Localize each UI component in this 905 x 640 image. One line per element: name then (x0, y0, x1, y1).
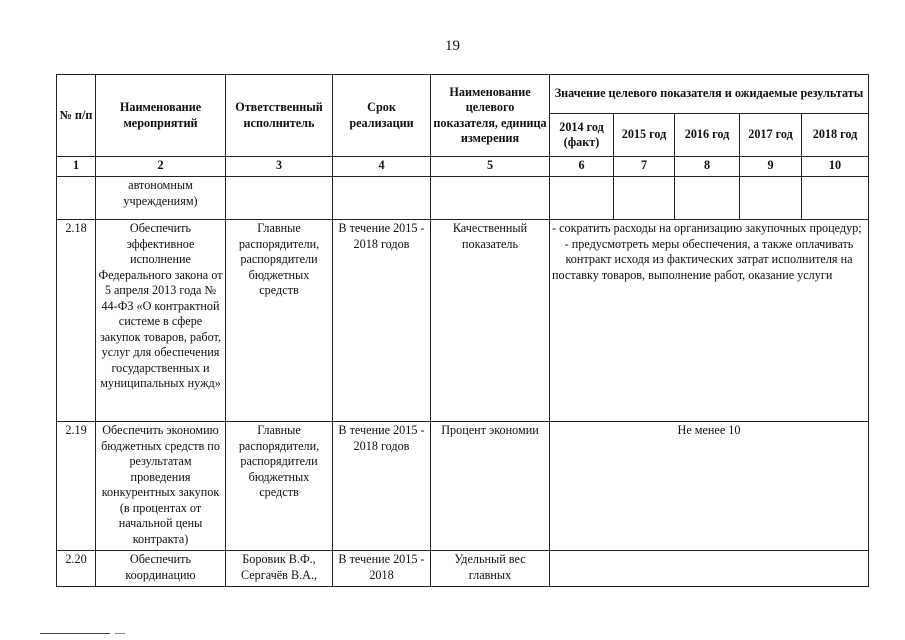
row-value-2016 (675, 177, 740, 220)
row-num: 2.18 (57, 220, 96, 422)
row-name: Обеспечить экономию бюджетных средств по результатам проведения конкурентных закупок (в процентах от начальной цены контракта) (96, 422, 226, 551)
row-name: Обеспечить эффективное исполнение Федерального закона от 5 апреля 2013 года № 44-ФЗ «О контрактной системе в сфере закупок товаров, работ, услуг для обеспечения государственных и муниципальных нужд» (96, 220, 226, 422)
table-row (57, 220, 869, 422)
table-row (57, 422, 869, 551)
page-number: 19 (445, 38, 460, 54)
column-number: 5 (431, 157, 550, 177)
row-expected-results (550, 551, 869, 587)
row-indicator: Удельный вес главных (431, 551, 550, 587)
header-year-2014: 2014 год (факт) (550, 114, 614, 157)
header-indicator: Наименование целевого показателя, единица измерения (431, 75, 550, 157)
column-number: 3 (226, 157, 333, 177)
header-year-2018: 2018 год (802, 114, 869, 157)
row-name: Обеспечить координацию (96, 551, 226, 587)
column-number: 2 (96, 157, 226, 177)
header-year-2017: 2017 год (740, 114, 802, 157)
result-item: - предусмотреть меры обеспечения, а также оплачивать контракт исходя из фактических затрат исполнителя на поставку товаров, выполнение работ, оказание услуги (552, 236, 854, 282)
header-responsible: Ответственный исполнитель (226, 75, 333, 157)
column-number: 9 (740, 157, 802, 177)
row-term (333, 177, 431, 220)
row-term: В течение 2015 - 2018 годов (333, 220, 431, 422)
column-number: 8 (675, 157, 740, 177)
row-num: 2.19 (57, 422, 96, 551)
result-item: - сократить расходы на организацию закупочных процедур; (552, 221, 862, 235)
header-target-values: Значение целевого показателя и ожидаемые результаты (550, 75, 869, 114)
row-value-2014 (550, 177, 614, 220)
column-number: 6 (550, 157, 614, 177)
column-number: 10 (802, 157, 869, 177)
column-number: 1 (57, 157, 96, 177)
header-num: № п/п (57, 75, 96, 157)
table-row (57, 177, 869, 220)
measures-table (56, 74, 869, 587)
header-term: Срок реализации (333, 75, 431, 157)
header-year-2015: 2015 год (614, 114, 675, 157)
row-responsible: Главные распорядители, распорядители бюджетных средств (226, 422, 333, 551)
row-expected-results (550, 220, 869, 422)
column-number: 4 (333, 157, 431, 177)
column-numbers-row (57, 157, 869, 177)
footer-rule (0, 633, 905, 634)
header-year-2016: 2016 год (675, 114, 740, 157)
row-term: В течение 2015 - 2018 (333, 551, 431, 587)
row-name: автономным учреждениям) (96, 177, 226, 220)
row-num (57, 177, 96, 220)
row-value-2018 (802, 177, 869, 220)
row-indicator: Качественный показатель (431, 220, 550, 422)
row-responsible (226, 177, 333, 220)
row-term: В течение 2015 - 2018 годов (333, 422, 431, 551)
header-name: Наименование мероприятий (96, 75, 226, 157)
row-indicator: Процент экономии (431, 422, 550, 551)
row-indicator (431, 177, 550, 220)
row-value-2015 (614, 177, 675, 220)
row-value-2017 (740, 177, 802, 220)
column-number: 7 (614, 157, 675, 177)
table-row (57, 551, 869, 587)
row-responsible: Боровик В.Ф., Сергачёв В.А., (226, 551, 333, 587)
row-expected-results: Не менее 10 (550, 422, 869, 551)
row-responsible: Главные распорядители, распорядители бюджетных средств (226, 220, 333, 422)
row-num: 2.20 (57, 551, 96, 587)
